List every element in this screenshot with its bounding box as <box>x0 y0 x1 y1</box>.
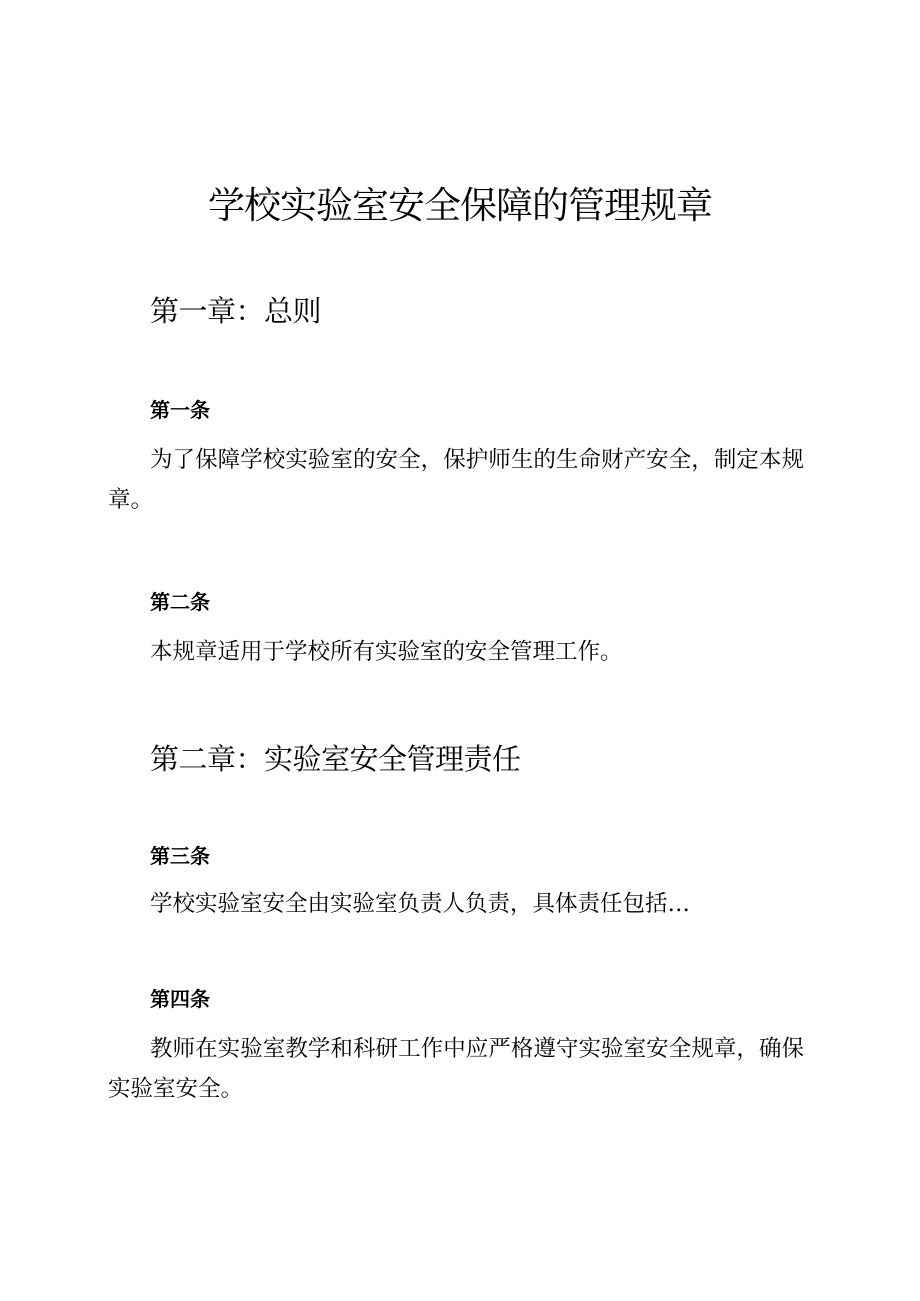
article-2-body: 本规章适用于学校所有实验室的安全管理工作。 <box>150 639 623 665</box>
chapter-2-heading: 第二章：实验室安全管理责任 <box>150 742 521 776</box>
document-title: 学校实验室安全保障的管理规章 <box>208 184 712 227</box>
chapter-1-heading: 第一章：总则 <box>150 294 322 328</box>
article-3-title: 第三条 <box>150 844 210 868</box>
article-4-title: 第四条 <box>150 987 210 1011</box>
article-1-title: 第一条 <box>150 398 210 422</box>
article-3-body: 学校实验室安全由实验室负责人负责，具体责任包括… <box>150 891 691 917</box>
article-2-title: 第二条 <box>150 590 210 614</box>
article-4-body: 教师在实验室教学和科研工作中应严格遵守实验室安全规章，确保实验室安全。 <box>108 1036 804 1102</box>
article-1-body: 为了保障学校实验室的安全，保护师生的生命财产安全，制定本规章。 <box>108 447 804 513</box>
